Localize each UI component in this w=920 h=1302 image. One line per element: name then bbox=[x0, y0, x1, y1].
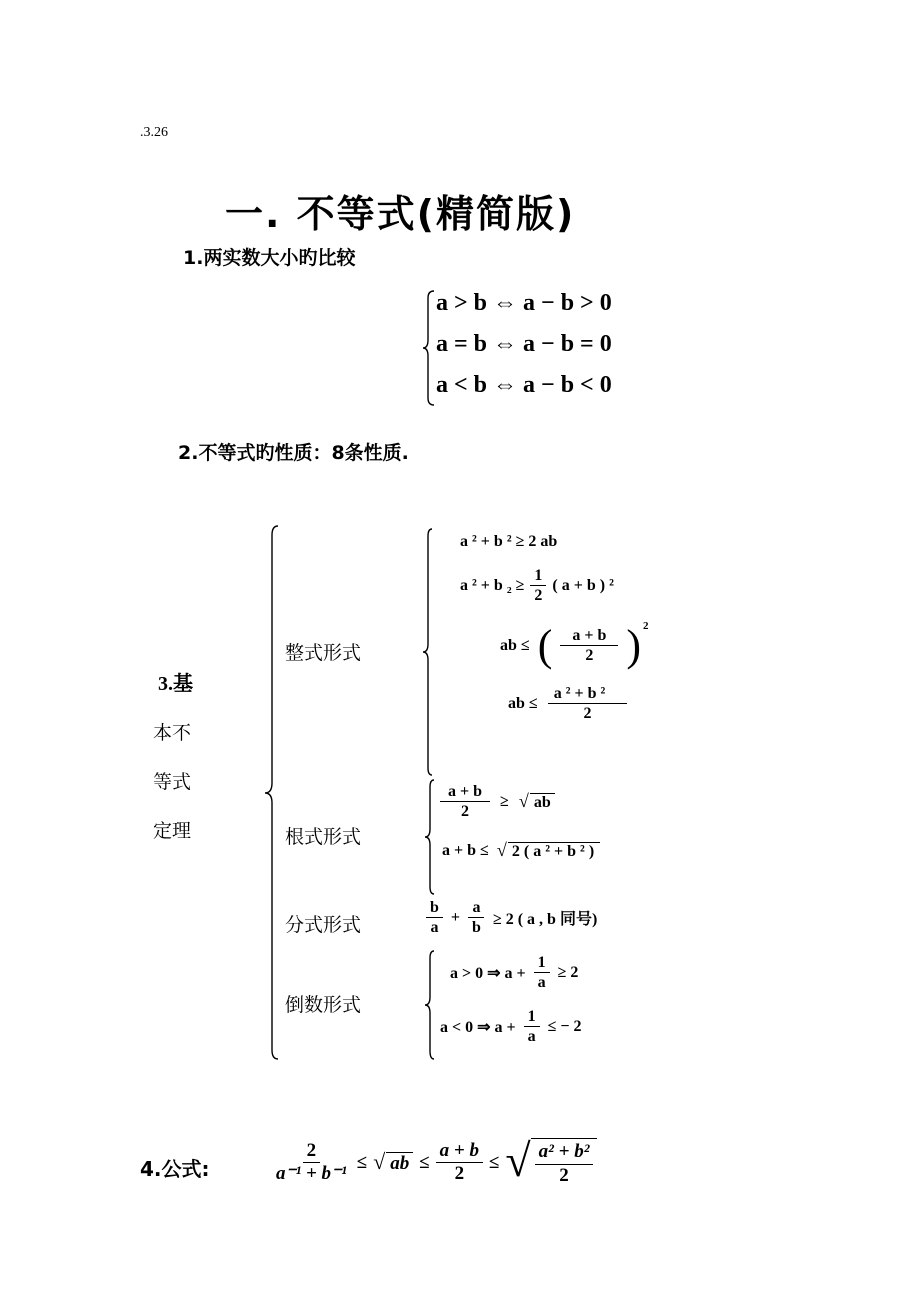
fraction-numerator: 1 bbox=[534, 953, 550, 973]
exponent: 2 bbox=[643, 620, 649, 632]
radicand: ab bbox=[530, 793, 555, 812]
fraction-numerator: b bbox=[426, 898, 443, 918]
fraction-numerator: 1 bbox=[530, 566, 546, 586]
reciprocal-formula-positive bbox=[450, 953, 578, 992]
fraction-denominator: a bbox=[537, 974, 546, 992]
sqrt-expression bbox=[519, 791, 555, 812]
formula-text: ab ≤ bbox=[500, 636, 530, 654]
fraction-denominator: 2 bbox=[583, 705, 592, 723]
formula-text: a < 0 ⇒ a + bbox=[440, 1018, 516, 1036]
fraction-numerator: a + b bbox=[560, 626, 618, 646]
radical-sign: √ bbox=[518, 791, 529, 812]
comparison-less: a < b ⇔ a − b < 0 bbox=[436, 372, 612, 398]
operator: ≤ bbox=[488, 1151, 500, 1173]
formula-text: ab ≤ bbox=[508, 694, 538, 712]
section1-heading: 1.两实数大小旳比较 bbox=[183, 247, 356, 269]
fraction-denominator: a bbox=[527, 1028, 536, 1046]
fraction-denominator: 2 bbox=[454, 1163, 465, 1185]
fraction-numerator: a² + b² bbox=[535, 1141, 594, 1165]
fraction bbox=[468, 898, 485, 937]
polynomial-formula-4 bbox=[508, 684, 627, 723]
formula-text: ≤ − 2 bbox=[547, 1017, 582, 1035]
fraction bbox=[436, 1140, 483, 1187]
fraction-denominator: a⁻¹ + b⁻¹ bbox=[276, 1163, 347, 1185]
polynomial-brace bbox=[422, 528, 434, 776]
section3-label-line: 本不 bbox=[153, 722, 192, 744]
fraction-denominator: 2 bbox=[534, 587, 543, 605]
polynomial-formula-3 bbox=[500, 620, 649, 671]
polynomial-formula-1: a ² + b ² ≥ 2 ab bbox=[460, 533, 558, 550]
section3-label-line: 等式 bbox=[153, 771, 192, 793]
category-fractional: 分式形式 bbox=[285, 914, 362, 936]
fraction-denominator: b bbox=[472, 919, 481, 937]
section4-label: 4.公式: bbox=[140, 1157, 210, 1181]
section3-label-line: 3.基 bbox=[158, 673, 193, 695]
category-reciprocal: 倒数形式 bbox=[285, 994, 362, 1016]
formula-text: ≥ 2 bbox=[557, 963, 579, 981]
fraction bbox=[534, 953, 550, 992]
section1-brace bbox=[422, 290, 436, 406]
radical-sign: √ bbox=[496, 840, 507, 860]
fraction bbox=[272, 1140, 351, 1187]
formula-text: a + b ≤ bbox=[442, 841, 489, 859]
radical-formula-2 bbox=[442, 840, 600, 861]
section3-label-line: 定理 bbox=[153, 820, 192, 842]
fraction-denominator: 2 bbox=[461, 803, 469, 821]
fraction bbox=[426, 898, 443, 937]
formula-text: ≥ 2 ( a , b 同号) bbox=[492, 911, 598, 929]
fraction-numerator: a + b bbox=[440, 782, 490, 802]
comparison-equal: a = b ⇔ a − b = 0 bbox=[436, 331, 612, 357]
fractional-formula bbox=[426, 898, 597, 937]
fraction bbox=[548, 684, 628, 723]
fraction-denominator: 2 bbox=[585, 647, 594, 664]
radicand: 2 ( a ² + b ² ) bbox=[508, 842, 600, 861]
radical-sign: √ bbox=[505, 1135, 531, 1186]
fraction-numerator: a bbox=[468, 898, 484, 918]
mean-inequality-formula bbox=[272, 1135, 597, 1188]
fraction-numerator: a + b bbox=[436, 1140, 483, 1164]
fraction bbox=[524, 1007, 540, 1046]
sqrt-expression bbox=[505, 1135, 597, 1188]
fraction bbox=[440, 782, 490, 821]
fraction-numerator: 1 bbox=[524, 1007, 540, 1027]
reciprocal-formula-negative bbox=[440, 1007, 582, 1046]
formula-text: a ² + b ₂ ≥ bbox=[460, 576, 525, 594]
radical-sign: √ bbox=[373, 1150, 386, 1175]
fraction-numerator: a ² + b ² bbox=[548, 684, 628, 704]
fraction bbox=[531, 1138, 598, 1188]
right-paren: ) bbox=[626, 621, 642, 670]
radicand: ab bbox=[386, 1152, 413, 1175]
fraction-denominator: a bbox=[430, 919, 439, 937]
left-paren: ( bbox=[537, 621, 553, 670]
fraction-numerator: 2 bbox=[303, 1140, 321, 1164]
radical-brace bbox=[424, 779, 436, 895]
category-polynomial: 整式形式 bbox=[285, 642, 362, 664]
radical-formula-1 bbox=[440, 782, 555, 821]
polynomial-formula-2 bbox=[460, 566, 614, 605]
comparison-greater: a > b ⇔ a − b > 0 bbox=[436, 290, 612, 316]
sqrt-expression bbox=[497, 840, 600, 861]
formula-text: ≥ bbox=[500, 792, 509, 810]
fraction bbox=[560, 626, 618, 665]
document-date: .3.26 bbox=[140, 125, 168, 140]
operator: ≤ bbox=[356, 1151, 368, 1173]
category-radical: 根式形式 bbox=[285, 826, 362, 848]
formula-text: ( a + b ) ² bbox=[552, 576, 614, 594]
operator: ≤ bbox=[419, 1151, 430, 1173]
reciprocal-brace bbox=[424, 950, 436, 1060]
page-title: 一. 不等式(精简版) bbox=[225, 192, 576, 236]
formula-text: a > 0 ⇒ a + bbox=[450, 964, 526, 982]
formula-text: + bbox=[450, 908, 461, 926]
sqrt-expression bbox=[373, 1150, 413, 1175]
section3-label bbox=[153, 660, 213, 856]
section2-heading: 2.不等式旳性质：8条性质. bbox=[178, 442, 409, 464]
fraction bbox=[530, 566, 546, 605]
section3-main-brace bbox=[264, 525, 280, 1060]
fraction-denominator: 2 bbox=[559, 1164, 569, 1186]
